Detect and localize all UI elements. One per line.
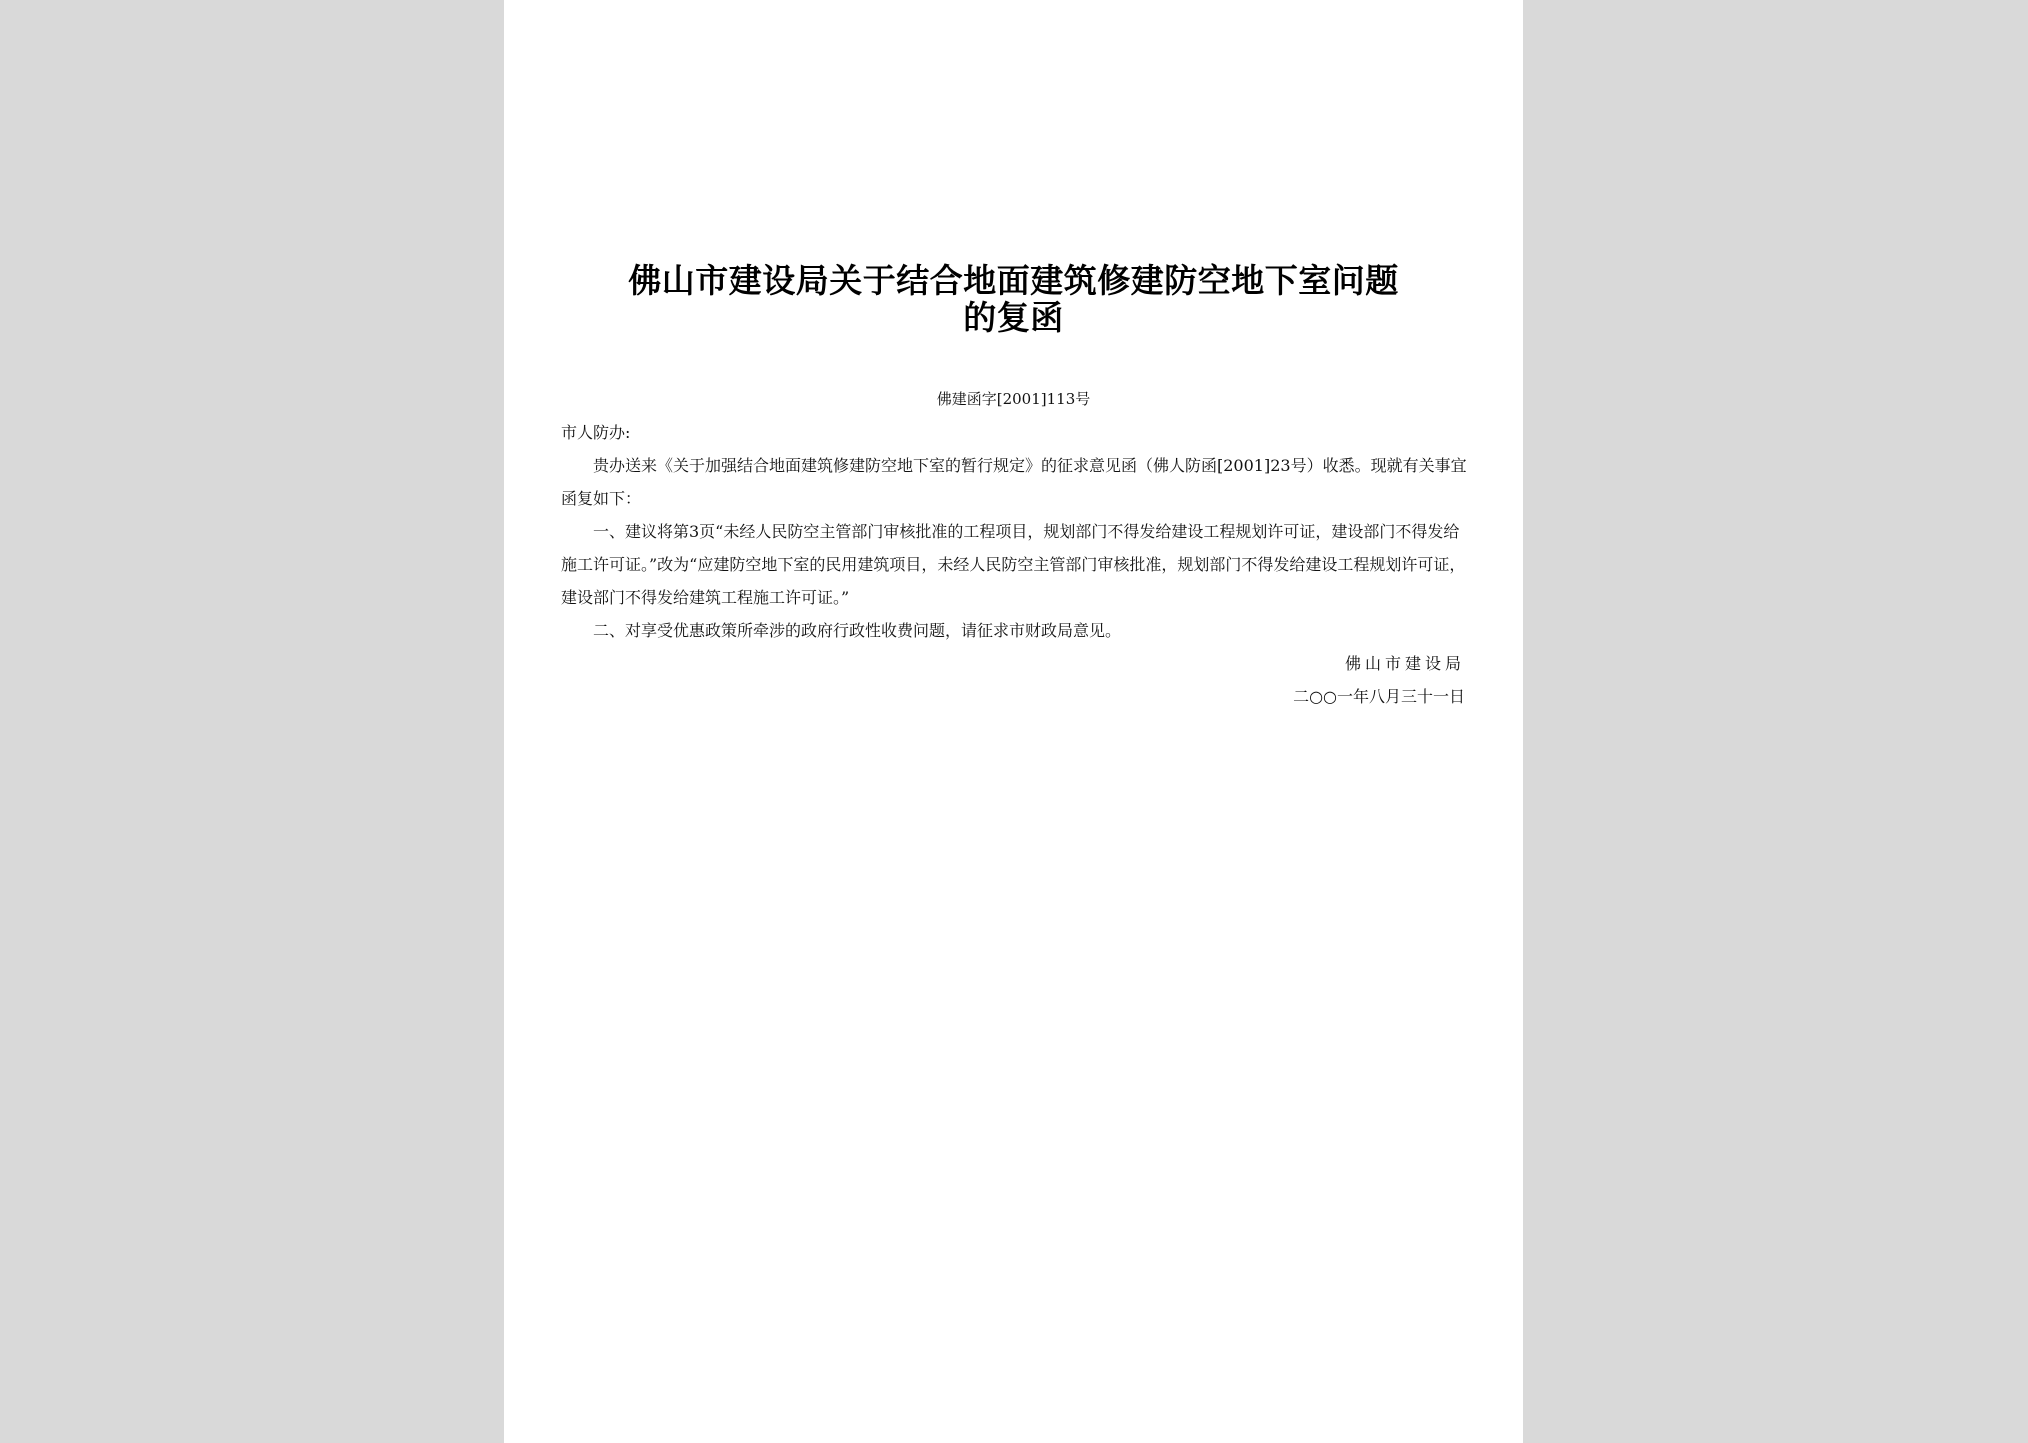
title-line-2: 的复函 <box>963 298 1064 337</box>
title-line-1: 佛山市建设局关于结合地面建筑修建防空地下室问题 <box>628 261 1399 300</box>
paragraph-3 <box>561 614 1467 647</box>
paragraph-text: 一、建议将第3页“未经人民防空主管部门审核批准的工程项目，规划部门不得发给建设工程规划许可证，建设部门不得发给施工许可证。”改为“应建防空地下室的民用建筑项目，未经人民防空主管部门审核批准，规划部门不得发给建设工程规划许可证，建设部门不得发给建筑工程施工许可证。” <box>561 522 1466 607</box>
paragraph-text: 贵办送来《关于加强结合地面建筑修建防空地下室的暂行规定》的征求意见函（佛人防函[2001]23号）收悉。现就有关事宜函复如下： <box>561 456 1467 508</box>
signature-organization: 佛山市建设局 <box>1344 654 1465 673</box>
paragraph-text: 二、对享受优惠政策所牵涉的政府行政性收费问题，请征求市财政局意见。 <box>593 621 1122 640</box>
salutation: 市人防办: <box>561 423 631 442</box>
document-title <box>544 262 1483 336</box>
paragraph-1 <box>561 449 1467 515</box>
document-number: 佛建函字[2001]113号 <box>936 390 1091 408</box>
signature-date: 二○○一年八月三十一日 <box>1293 687 1465 706</box>
document-page <box>504 0 1523 1443</box>
paragraph-2 <box>561 515 1467 614</box>
